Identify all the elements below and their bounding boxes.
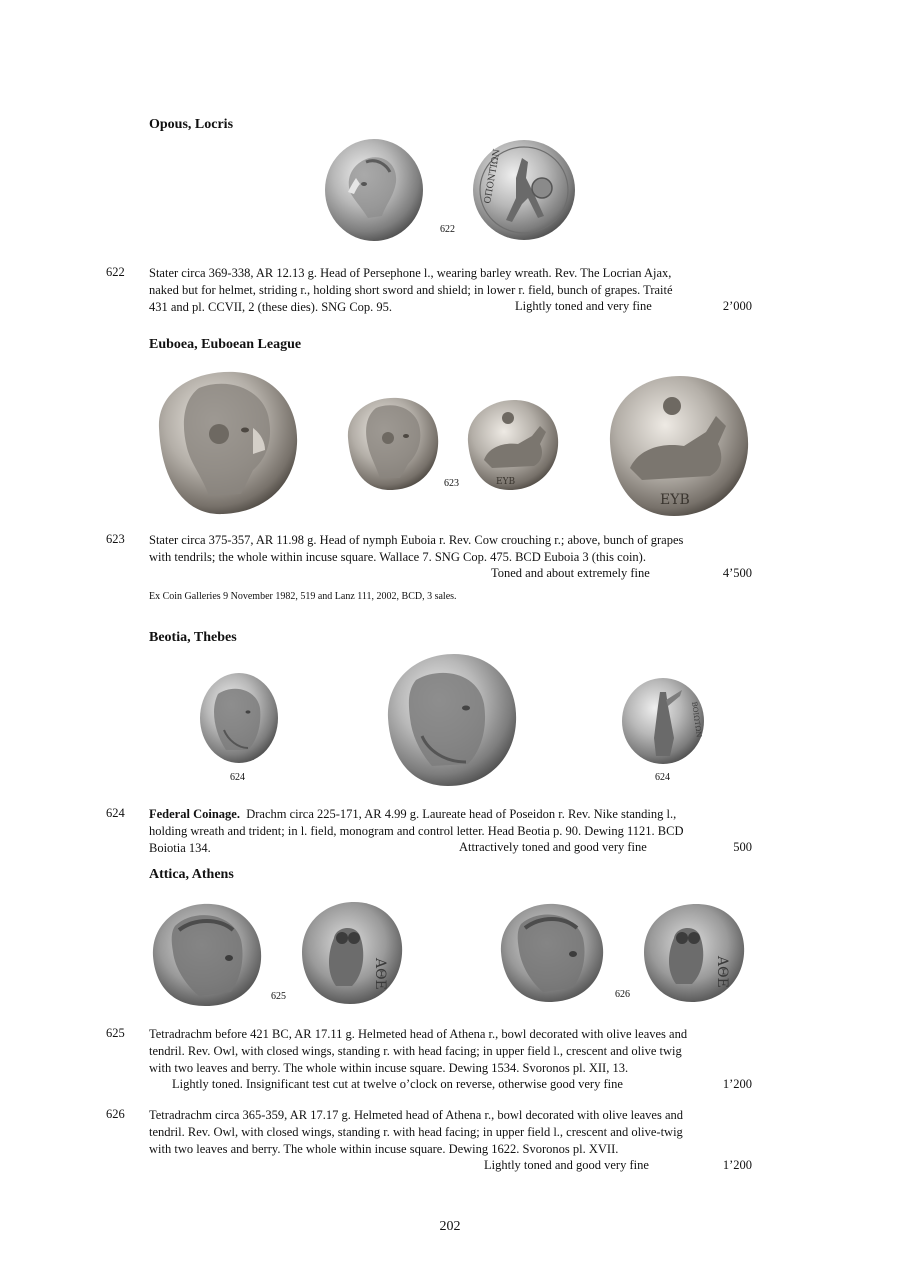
coin-624-legend: ΒΟΙΩΤΩΝ [690,701,703,738]
section-heading-euboea: Euboea, Euboean League [149,337,302,352]
plate-number-626: 626 [615,989,630,1000]
lot-624-line: holding wreath and trident; in l. field, monogram and control letter. Head Beotia p. 90. Dewing 1121. BCD [149,824,684,838]
coin-623-obverse [342,394,442,492]
coin-623-reverse-enlarged [602,372,752,518]
lot-624-line: Boiotia 134. [149,841,211,855]
coin-623-obverse-enlarged [149,368,301,516]
lot-626-line: tendril. Rev. Owl, with closed wings, standing r. with head facing; in upper field l., crescent and olive-twig [149,1125,683,1139]
plate-number-623: 623 [444,478,459,489]
page-number: 202 [439,1219,461,1234]
price-625: 1’200 [722,1077,752,1091]
coin-623-reverse [462,396,562,492]
lot-622-line: Stater circa 369-338, AR 12.13 g. Head of Persephone l., wearing barley wreath. Rev. The Locrian Ajax, [149,266,672,280]
lot-description-626 [149,1107,752,1155]
coin-622-legend: ΟΠΟΝΤΙΩΝ [483,148,503,205]
section-heading-opous: Opous, Locris [149,117,234,132]
lot-number-625: 625 [106,1026,125,1040]
lot-number-624: 624 [106,806,125,820]
plate-number-624-right: 624 [655,772,670,783]
lot-description-625 [149,1026,752,1074]
lot-624-line-first [149,806,676,822]
coin-623-legend-enlarged: ΕΥΒ [660,492,690,508]
condition-624: Attractively toned and good very fine [459,840,647,854]
condition-623: Toned and about extremely fine [491,566,650,580]
price-626: 1’200 [722,1158,752,1172]
lot-622-line: 431 and pl. CCVII, 2 (these dies). SNG Cop. 95. [149,300,393,314]
lot-622-line: naked but for helmet, striding r., holding short sword and shield; in lower r. field, bunch of grapes. Traité [149,283,673,297]
provenance-623: Ex Coin Galleries 9 November 1982, 519 and Lanz 111, 2002, BCD, 3 sales. [149,591,457,602]
lot-description-623 [149,532,752,564]
coin-624-obverse [198,672,280,766]
lot-625-line: with two leaves and berry. The whole within incuse square. Dewing 1534. Svoronos pl. XII, 13. [149,1061,629,1075]
coin-625-legend: ΑΘΕ [372,958,388,990]
lot-625-line: tendril. Rev. Owl, with closed wings, standing r. with head facing; in upper field l., crescent and olive twig [149,1044,682,1058]
coin-622-reverse [472,138,576,242]
lot-number-622: 622 [106,265,125,279]
coin-626-legend: ΑΘΕ [714,956,730,988]
lot-626-line: with two leaves and berry. The whole within incuse square. Dewing 1622. Svoronos pl. XVII. [149,1142,619,1156]
lot-624-lead: Federal Coinage. [149,807,240,821]
lot-description-624 [149,806,752,854]
lot-description-622 [149,265,752,313]
lot-626-line: Tetradrachm circa 365-359, AR 17.17 g. Helmeted head of Athena r., bowl decorated with olive leaves and [149,1108,684,1122]
price-623: 4’500 [722,566,752,580]
plate-number-622: 622 [440,224,455,235]
condition-626: Lightly toned and good very fine [484,1158,649,1172]
lot-623-line: with tendrils; the whole within incuse square. Wallace 7. SNG Cop. 475. BCD Euboia 3 (this coin). [149,550,646,564]
section-heading-attica: Attica, Athens [149,867,234,882]
coin-623-legend: ΕΥΒ [496,477,516,487]
coin-624-reverse [620,676,706,766]
lot-number-623: 623 [106,532,125,546]
condition-625: Lightly toned. Insignificant test cut at twelve o’clock on reverse, otherwise good very fine [172,1077,623,1091]
price-622: 2’000 [722,299,752,313]
lot-623-line: Stater circa 375-357, AR 11.98 g. Head of nymph Euboia r. Rev. Cow crouching r.; above, bunch of grapes [149,533,684,547]
lot-625-line: Tetradrachm before 421 BC, AR 17.11 g. Helmeted head of Athena r., bowl decorated with olive leaves and [149,1027,688,1041]
coin-622-obverse [324,138,426,242]
coin-625-obverse [149,900,265,1008]
plate-number-625: 625 [271,991,286,1002]
coin-624-obverse-enlarged [382,652,520,788]
section-heading-beotia: Beotia, Thebes [149,630,237,645]
coin-626-obverse [497,900,607,1004]
coin-626-reverse [638,900,750,1004]
plate-number-624-left: 624 [230,772,245,783]
condition-622: Lightly toned and very fine [515,299,652,313]
coin-625-reverse [296,898,408,1008]
price-624: 500 [733,840,752,854]
lot-number-626: 626 [106,1107,125,1121]
lot-624-line-text: Drachm circa 225-171, AR 4.99 g. Laureate head of Poseidon r. Rev. Nike standing l., [246,807,677,821]
